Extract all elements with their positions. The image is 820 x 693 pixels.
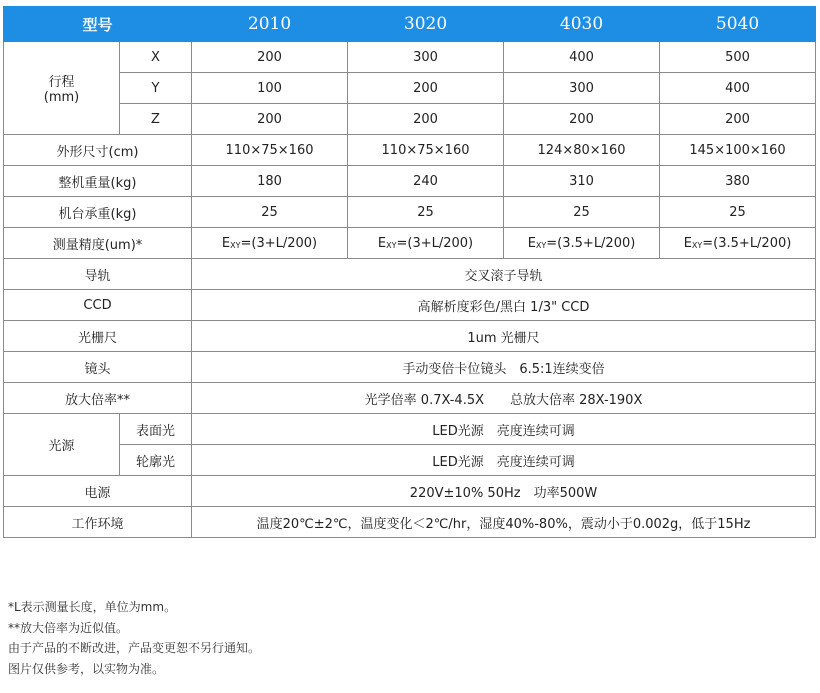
- model-4030: 4030: [504, 7, 660, 42]
- accuracy-label: 测量精度(um)*: [4, 228, 192, 259]
- scale-row: [4, 321, 816, 352]
- axis-z: Z: [120, 104, 192, 135]
- guide-row: [4, 259, 816, 290]
- table-cell: 200: [660, 104, 816, 135]
- environment-label: 工作环境: [4, 507, 192, 538]
- light-label: 光源: [4, 414, 120, 476]
- table-cell: [504, 228, 660, 259]
- axis-x: X: [120, 42, 192, 73]
- table-cell: 200: [348, 104, 504, 135]
- scale-value: 1um 光栅尺: [192, 321, 816, 352]
- accuracy-symbol: E: [221, 235, 231, 251]
- table-cell: 200: [192, 104, 348, 135]
- accuracy-symbol: E: [683, 235, 692, 251]
- table-cell: 110×75×160: [192, 135, 348, 166]
- light-row-surface: [4, 414, 816, 445]
- table-cell: [348, 228, 504, 259]
- load-row: [4, 197, 816, 228]
- travel-label-line2: (mm): [43, 90, 80, 105]
- weight-label: 整机重量(kg): [4, 166, 192, 197]
- accuracy-value: =(3.5+L/200): [702, 235, 792, 251]
- accuracy-value: =(3+L/200): [396, 235, 474, 251]
- power-value: 220V±10% 50Hz 功率500W: [192, 476, 816, 507]
- table-cell: 300: [504, 73, 660, 104]
- table-cell: 240: [348, 166, 504, 197]
- weight-row: [4, 166, 816, 197]
- table-cell: 500: [660, 42, 816, 73]
- accuracy-row: [4, 228, 816, 259]
- table-cell: 400: [504, 42, 660, 73]
- power-label: 电源: [4, 476, 192, 507]
- accuracy-symbol: E: [377, 235, 387, 251]
- accuracy-value: =(3+L/200): [240, 235, 318, 251]
- environment-row: [4, 507, 816, 538]
- environment-value: 温度20℃±2℃，温度变化＜2℃/hr，湿度40%-80%，震动小于0.002g，低于15Hz: [192, 507, 816, 538]
- surface-light-value: LED光源 亮度连续可调: [192, 414, 816, 445]
- lens-label: 镜头: [4, 352, 192, 383]
- table-cell: 25: [348, 197, 504, 228]
- table-cell: 200: [192, 42, 348, 73]
- travel-label-line1: 行程: [48, 75, 75, 90]
- footnote: 由于产品的不断改进，产品变更恕不另行通知。: [8, 641, 261, 655]
- contour-light-label: 轮廓光: [120, 445, 192, 476]
- model-5040: 5040: [660, 7, 816, 42]
- table-cell: 25: [660, 197, 816, 228]
- lens-row: [4, 352, 816, 383]
- axis-y: Y: [120, 73, 192, 104]
- dimensions-label: 外形尺寸(cm): [4, 135, 192, 166]
- footnotes: [8, 597, 260, 679]
- scale-label: 光栅尺: [4, 321, 192, 352]
- travel-row-z: [4, 104, 816, 135]
- accuracy-value: =(3.5+L/200): [546, 235, 636, 251]
- table-cell: 380: [660, 166, 816, 197]
- accuracy-subscript: XY: [691, 240, 703, 250]
- table-cell: [192, 228, 348, 259]
- table-cell: 25: [192, 197, 348, 228]
- accuracy-subscript: XY: [386, 240, 397, 250]
- power-row: [4, 476, 816, 507]
- footnote: *L表示测量长度，单位为mm。: [8, 600, 177, 614]
- model-label: 型号: [4, 7, 192, 42]
- model-3020: 3020: [348, 7, 504, 42]
- footnote: 图片仅供参考，以实物为准。: [8, 661, 165, 676]
- table-cell: 310: [504, 166, 660, 197]
- guide-label: 导轨: [4, 259, 192, 290]
- table-cell: 110×75×160: [348, 135, 504, 166]
- table-cell: 180: [192, 166, 348, 197]
- accuracy-symbol: E: [527, 235, 536, 251]
- model-2010: 2010: [192, 7, 348, 42]
- table-cell: 25: [504, 197, 660, 228]
- ccd-row: [4, 290, 816, 321]
- contour-light-value: LED光源 亮度连续可调: [192, 445, 816, 476]
- lens-value: 手动变倍卡位镜头 6.5:1连续变倍: [192, 352, 816, 383]
- load-label: 机台承重(kg): [4, 197, 192, 228]
- magnification-label: 放大倍率**: [4, 383, 192, 414]
- header-row: [4, 7, 816, 42]
- table-cell: 124×80×160: [504, 135, 660, 166]
- table-cell: 400: [660, 73, 816, 104]
- ccd-label: CCD: [4, 290, 192, 321]
- ccd-value: 高解析度彩色/黑白 1/3" CCD: [192, 290, 816, 321]
- guide-value: 交叉滚子导轨: [192, 259, 816, 290]
- travel-row-y: [4, 73, 816, 104]
- surface-light-label: 表面光: [120, 414, 192, 445]
- table-cell: 200: [348, 73, 504, 104]
- magnification-row: [4, 383, 816, 414]
- accuracy-subscript: XY: [230, 240, 241, 250]
- table-cell: 145×100×160: [660, 135, 816, 166]
- accuracy-subscript: XY: [535, 240, 547, 250]
- light-row-contour: [4, 445, 816, 476]
- table-cell: 100: [192, 73, 348, 104]
- dimensions-row: [4, 135, 816, 166]
- magnification-value: 光学倍率 0.7X-4.5X 总放大倍率 28X-190X: [192, 383, 816, 414]
- table-cell: 300: [348, 42, 504, 73]
- travel-label: [4, 42, 120, 135]
- table-cell: 200: [504, 104, 660, 135]
- travel-row-x: [4, 42, 816, 73]
- spec-table: [3, 6, 816, 538]
- footnote: **放大倍率为近似值。: [8, 620, 129, 635]
- table-cell: [660, 228, 816, 259]
